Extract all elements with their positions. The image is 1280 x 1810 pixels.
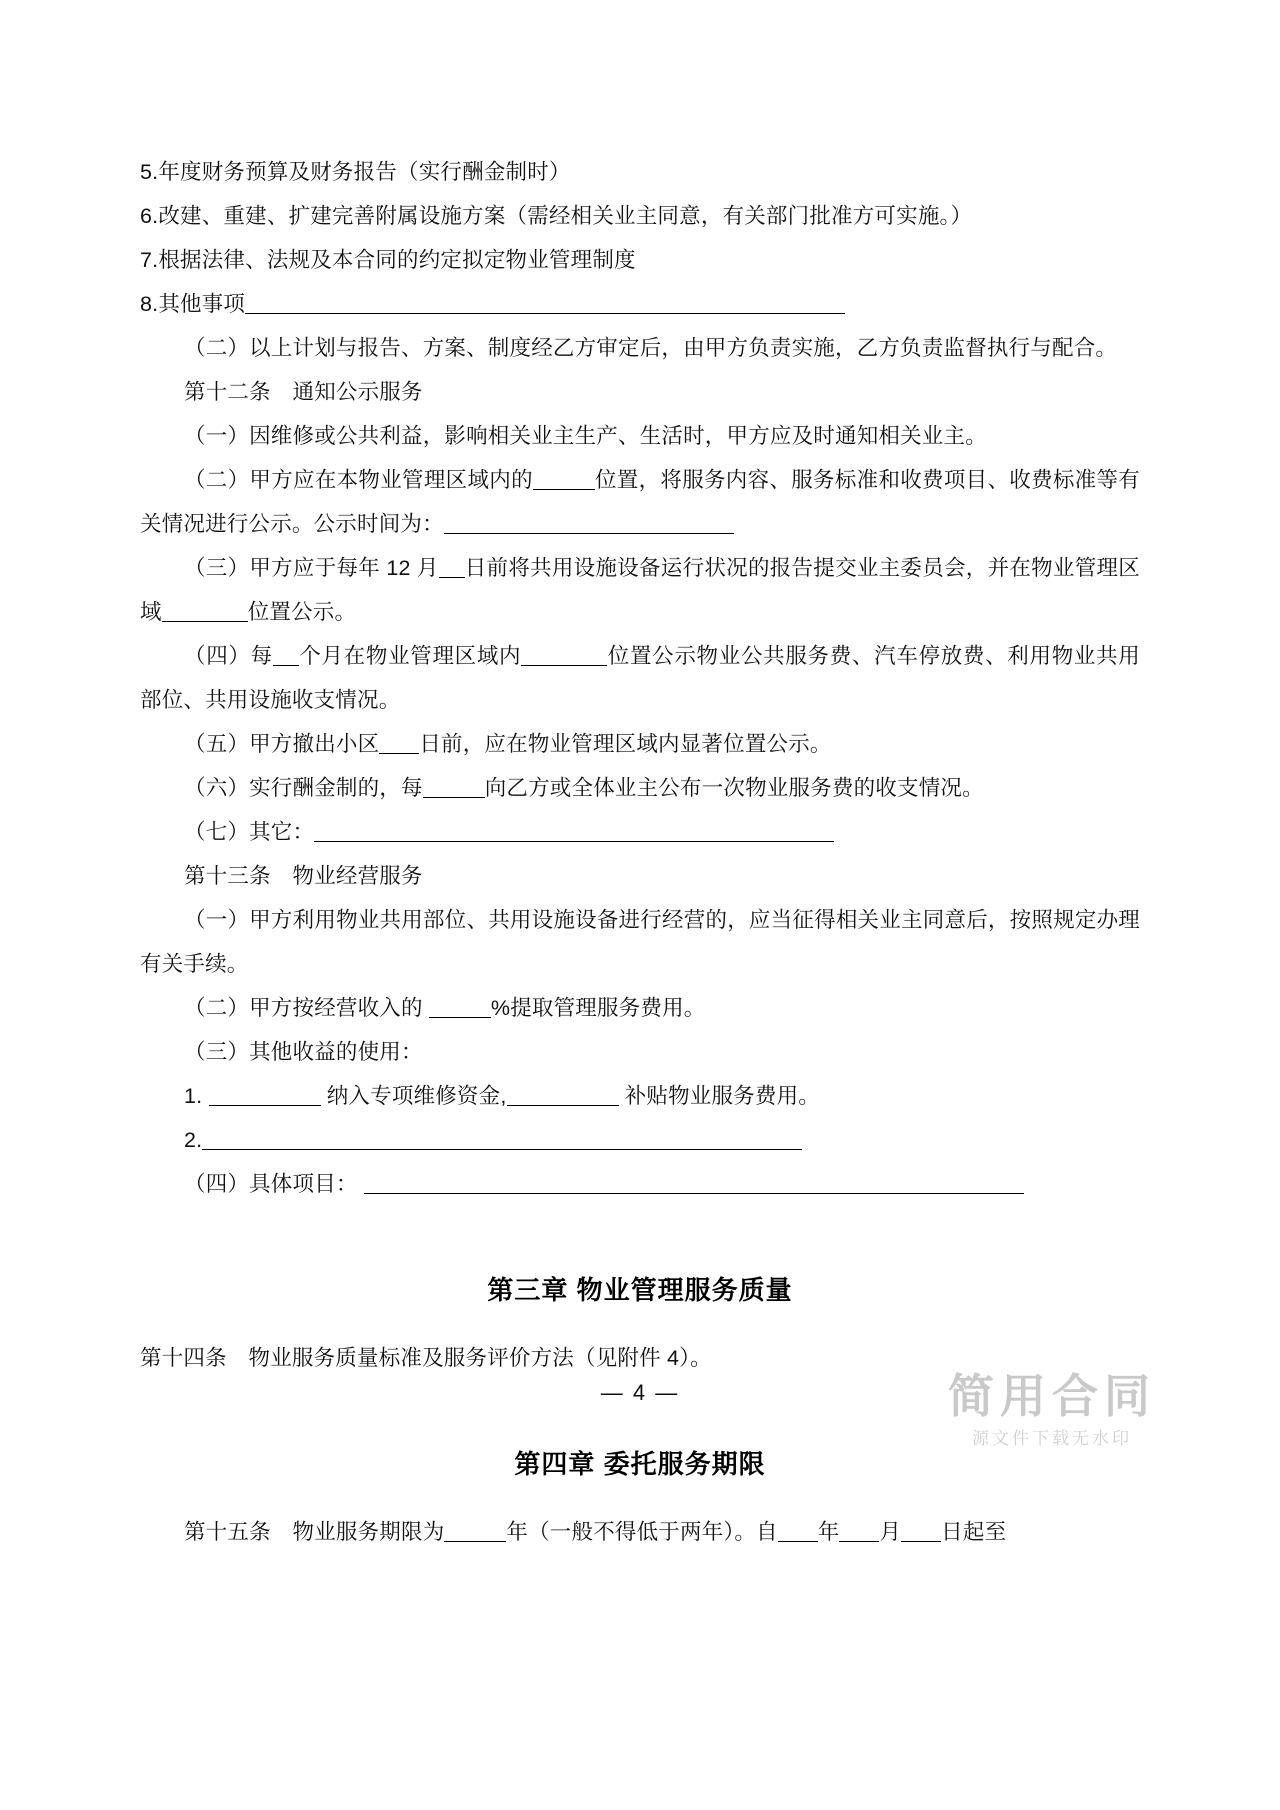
blank-special-maintenance-fund[interactable] [209, 1085, 321, 1106]
article-15-text-e: 日起至 [941, 1520, 1007, 1544]
clause-12-2 [140, 458, 1140, 546]
clause-12-7-label: （七）其它： [184, 820, 315, 844]
clause-12-5-text-a: （五）甲方撤出小区 [184, 732, 380, 756]
spacer-after-chapter-3 [140, 1312, 1140, 1336]
article-15-text-b: 年（一般不得低于两年）。自 [506, 1520, 778, 1544]
blank-withdrawal-days[interactable] [379, 733, 419, 754]
blank-service-term-years[interactable] [444, 1521, 506, 1542]
sub-item-1-number: 1. [184, 1084, 203, 1108]
clause-12-2-text-b: 位置，将服务内容、服务标准和收费项目、收费标准等有关情况进行公示。公示时间为： [140, 468, 1140, 536]
clause-12-3-text-a: （三）甲方应于每年 12 月 [184, 556, 439, 580]
clause-12-6-text-a: （六）实行酬金制的，每 [184, 776, 423, 800]
clause-12-4-text-c: 位置公示物业公共服务费、汽车停放费、利用物业共用部位、共用设施收支情况。 [140, 644, 1140, 712]
blank-other-12-7[interactable] [314, 821, 834, 842]
sub-item-2-number: 2. [184, 1128, 203, 1152]
clause-12-3 [140, 546, 1140, 634]
clause-13-4 [140, 1162, 1140, 1206]
blank-months-interval[interactable] [273, 645, 299, 666]
numbered-item-8-label: 8.其他事项 [140, 292, 246, 316]
clause-12-3-text-c: 位置公示。 [247, 600, 357, 624]
clause-13-1: （一）甲方利用物业共用部位、共用设施设备进行经营的，应当征得相关业主同意后，按照规定办理有关手续。 [140, 908, 1140, 976]
clause-13-2-text-a: （二）甲方按经营收入的 [184, 996, 423, 1020]
article-14: 第十四条 物业服务质量标准及服务评价方法（见附件 4）。 [140, 1346, 712, 1370]
blank-management-fee-percent[interactable] [429, 997, 491, 1018]
blank-fee-notice-location[interactable] [521, 645, 607, 666]
clause-12-2-text-a: （二）甲方应在本物业管理区域内的 [184, 468, 533, 492]
blank-december-day[interactable] [439, 557, 465, 578]
blank-specific-projects[interactable] [364, 1173, 1024, 1194]
chapter-4-heading: 第四章 委托服务期限 [514, 1449, 766, 1479]
blank-other-matters[interactable] [245, 293, 845, 314]
article-12-heading: 第十二条 通知公示服务 [184, 380, 423, 404]
blank-disclosure-frequency[interactable] [423, 777, 485, 798]
watermark-sub-text: 源文件下载无水印 [972, 1429, 1132, 1448]
clause-12-1: （一）因维修或公共利益，影响相关业主生产、生活时，甲方应及时通知相关业主。 [184, 424, 987, 448]
clause-12-4-text-b: 个月在物业管理区域内 [298, 644, 522, 668]
blank-service-fee-subsidy[interactable] [507, 1085, 619, 1106]
spacer-before-chapter-3 [140, 1206, 1140, 1268]
clause-12-5 [140, 722, 1140, 766]
sub-item-2 [140, 1118, 1140, 1162]
clause-12-4-text-a: （四）每 [184, 644, 273, 668]
clause-12-3-text-b: 日前将共用设施设备运行状况的报告提交业主委员会，并在物业管理区域 [140, 556, 1140, 624]
sub-item-1 [140, 1074, 1140, 1118]
article-13-heading: 第十三条 物业经营服务 [184, 864, 423, 888]
clause-12-7 [140, 810, 1140, 854]
sub-item-1-text-b: 纳入专项维修资金, [326, 1084, 507, 1108]
clause-13-2 [140, 986, 1140, 1030]
clause-13-4-label: （四）具体项目： [184, 1172, 358, 1196]
watermark-main-text: 简用合同 [948, 1370, 1156, 1422]
article-15 [140, 1510, 1140, 1554]
numbered-item-7: 7.根据法律、法规及本合同的约定拟定物业管理制度 [140, 248, 636, 272]
blank-start-year[interactable] [778, 1521, 818, 1542]
blank-sub-item-2[interactable] [202, 1129, 802, 1150]
clause-12-6 [140, 766, 1140, 810]
clause-13-3: （三）其他收益的使用： [184, 1040, 423, 1064]
numbered-item-8 [140, 282, 1140, 326]
clause-13-2-text-b: %提取管理服务费用。 [490, 996, 706, 1020]
clause-12-4 [140, 634, 1140, 722]
article-15-text-c: 年 [817, 1520, 840, 1544]
blank-management-area-location[interactable] [162, 601, 248, 622]
spacer-after-chapter-4 [140, 1486, 1140, 1510]
blank-start-month[interactable] [839, 1521, 879, 1542]
clause-11-2: （二）以上计划与报告、方案、制度经乙方审定后，由甲方负责实施，乙方负责监督执行与配合。 [184, 336, 1118, 360]
page-number: — 4 — [600, 1380, 680, 1405]
clause-12-6-text-b: 向乙方或全体业主公布一次物业服务费的收支情况。 [484, 776, 984, 800]
chapter-3-heading: 第三章 物业管理服务质量 [487, 1275, 793, 1305]
numbered-item-5: 5.年度财务预算及财务报告（实行酬金制时） [140, 160, 571, 184]
blank-start-day[interactable] [901, 1521, 941, 1542]
blank-public-notice-time[interactable] [444, 513, 734, 534]
blank-public-notice-location[interactable] [533, 469, 595, 490]
clause-12-5-text-b: 日前，应在物业管理区域内显著位置公示。 [419, 732, 832, 756]
document-content [140, 150, 1140, 1554]
article-15-text-d: 月 [879, 1520, 902, 1544]
sub-item-1-text-c: 补贴物业服务费用。 [624, 1084, 820, 1108]
article-15-text-a: 第十五条 物业服务期限为 [184, 1520, 445, 1544]
numbered-item-6: 6.改建、重建、扩建完善附属设施方案（需经相关业主同意，有关部门批准方可实施。） [140, 204, 973, 228]
